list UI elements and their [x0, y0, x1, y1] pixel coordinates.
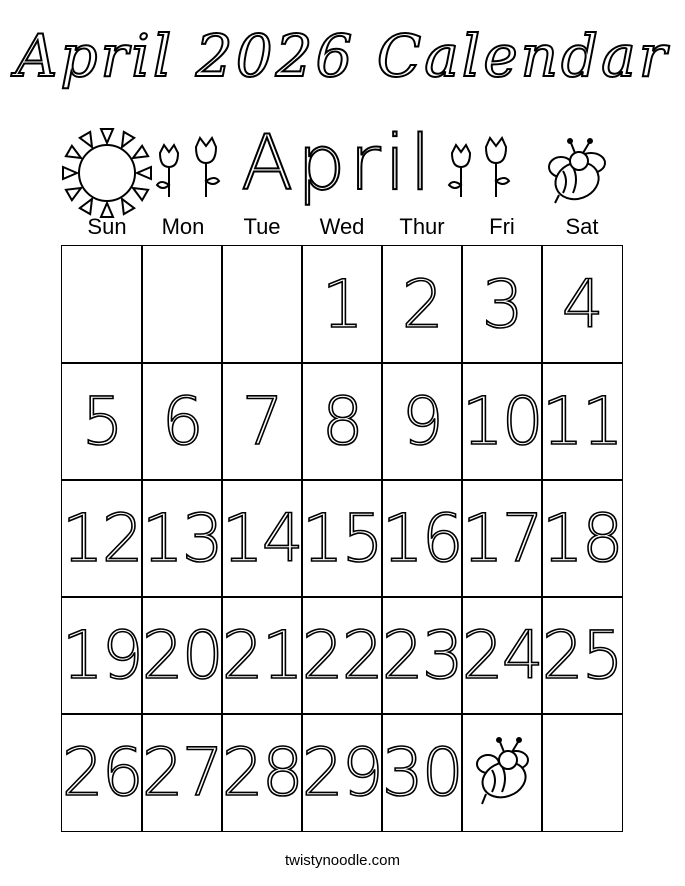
- day-cell: [221, 713, 303, 832]
- day-cell: [541, 596, 623, 715]
- day-cell: [61, 479, 143, 598]
- day-cell: [221, 596, 303, 715]
- day-cell: [381, 362, 463, 481]
- day-number: 5: [81, 382, 122, 460]
- day-cell: [381, 713, 463, 832]
- sun-icon: [63, 129, 151, 217]
- day-cell: [381, 479, 463, 598]
- month-label: April: [241, 118, 435, 207]
- day-cell: [461, 479, 543, 598]
- weekday-label: Sun: [87, 214, 127, 239]
- day-number: 8: [321, 382, 362, 460]
- day-cell: [221, 479, 303, 598]
- calendar-grid: [61, 245, 621, 830]
- weekday-label: Thur: [399, 214, 445, 239]
- day-number: 27: [141, 733, 222, 811]
- day-cell: [61, 362, 143, 481]
- day-number: 19: [61, 616, 142, 694]
- page-title: April 2026 Calendar: [15, 22, 670, 90]
- tulip-icon: [157, 138, 219, 197]
- footer-credit: twistynoodle.com: [284, 852, 401, 869]
- day-cell: [141, 713, 223, 832]
- bee-icon: [549, 139, 605, 205]
- day-cell: [461, 596, 543, 715]
- day-number: 4: [561, 265, 602, 343]
- day-number: 28: [221, 733, 302, 811]
- day-number: 30: [381, 733, 462, 811]
- weekday-label: Mon: [161, 214, 205, 239]
- day-number: 18: [541, 499, 622, 577]
- day-cell: [61, 245, 143, 364]
- day-cell: [461, 713, 543, 832]
- day-number: 16: [381, 499, 462, 577]
- day-number: 25: [541, 616, 622, 694]
- day-cell: [461, 362, 543, 481]
- day-number: 9: [401, 382, 442, 460]
- day-number: 23: [381, 616, 462, 694]
- day-number: 29: [301, 733, 382, 811]
- day-number: 21: [221, 616, 302, 694]
- day-number: 6: [161, 382, 202, 460]
- day-number: 11: [541, 382, 622, 460]
- day-cell: [141, 479, 223, 598]
- day-number: 17: [461, 499, 542, 577]
- day-cell: [221, 362, 303, 481]
- day-number: 10: [461, 382, 542, 460]
- day-cell: [301, 596, 383, 715]
- day-cell: [381, 596, 463, 715]
- weekday-label: Tue: [243, 214, 281, 239]
- day-cell: [541, 362, 623, 481]
- day-cell: [301, 479, 383, 598]
- day-number: 7: [241, 382, 282, 460]
- day-cell: [461, 245, 543, 364]
- weekday-label: Sat: [565, 214, 599, 239]
- day-number: 14: [221, 499, 302, 577]
- day-cell: [141, 245, 223, 364]
- day-cell: [141, 362, 223, 481]
- day-number: 13: [141, 499, 222, 577]
- day-number: 1: [321, 265, 362, 343]
- day-number: 2: [401, 265, 442, 343]
- day-cell: [301, 713, 383, 832]
- day-number: 24: [461, 616, 542, 694]
- day-cell: [541, 479, 623, 598]
- day-cell: [141, 596, 223, 715]
- day-cell: [221, 245, 303, 364]
- tulip-icon: [449, 138, 509, 197]
- day-cell: [301, 362, 383, 481]
- day-cell: [61, 596, 143, 715]
- weekday-label: Fri: [489, 214, 515, 239]
- day-cell: [541, 713, 623, 832]
- day-number: 15: [301, 499, 382, 577]
- day-cell: [541, 245, 623, 364]
- day-number: 12: [61, 499, 142, 577]
- day-number: 22: [301, 616, 382, 694]
- day-cell: [381, 245, 463, 364]
- day-number: 3: [481, 265, 522, 343]
- day-number: 20: [141, 616, 222, 694]
- weekday-label: Wed: [319, 214, 365, 239]
- day-cell: [61, 713, 143, 832]
- day-cell: [301, 245, 383, 364]
- bee-icon: [462, 714, 542, 831]
- day-number: 26: [61, 733, 142, 811]
